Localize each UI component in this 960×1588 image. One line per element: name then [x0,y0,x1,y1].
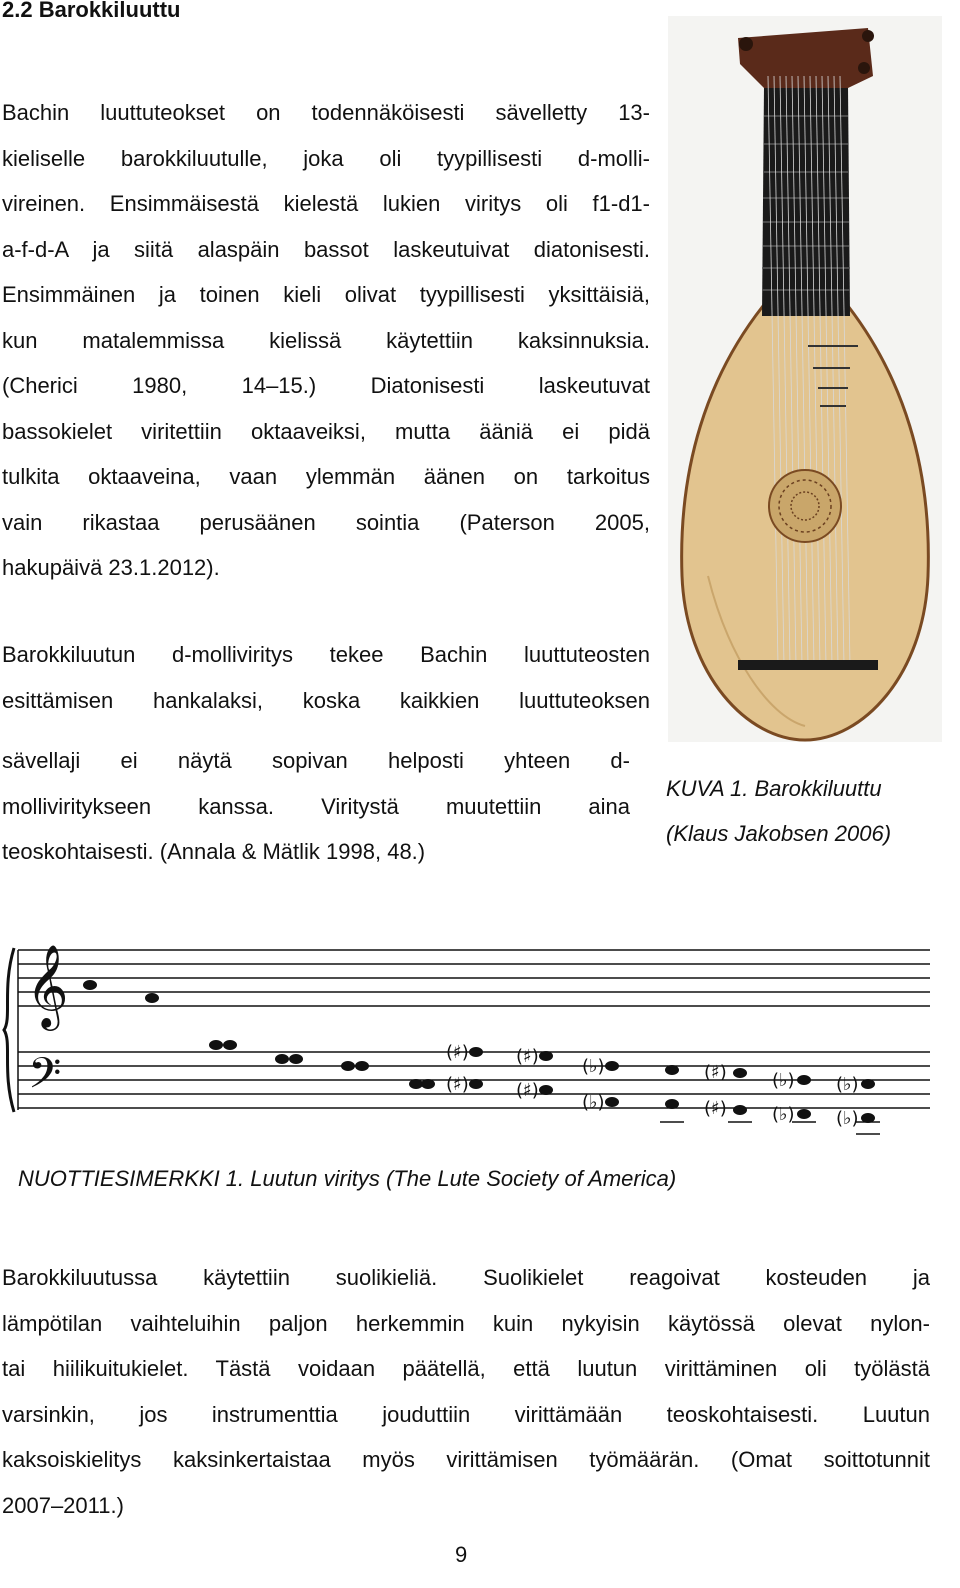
svg-text:(♭): (♭) [582,1092,605,1113]
paragraph-lute-tuning [2,90,650,591]
svg-text:(♯): (♯) [446,1042,469,1063]
svg-text:(♯): (♯) [516,1080,539,1101]
bass-clef-icon: 𝄢 [28,1049,62,1109]
text-line: kun matalemmissa kielissä käytettiin kaksinnuksia. [2,327,650,353]
svg-text:(♭): (♭) [772,1104,795,1125]
paragraph-gut-strings [2,1255,930,1528]
text-line: vain rikastaa perusäänen sointia (Paterson 2005, [2,509,650,535]
text-line: lämpötilan vaihteluihin paljon herkemmin kuin nykyisin käytössä olevat nylon- [2,1310,930,1336]
svg-text:(♭): (♭) [836,1108,859,1129]
paragraph-d-minor-tuning-b [2,738,630,875]
text-line: Barokkiluutun d-molliviritys tekee Bachin luuttuteosten [2,642,650,667]
text-line: 2007–2011.) [2,1492,124,1518]
text-line: Ensimmäinen ja toinen kieli olivat tyypillisesti yksittäisiä, [2,282,650,307]
score-caption: NUOTTIESIMERKKI 1. Luutun viritys (The Lute Society of America) [18,1166,677,1191]
text-line: esittämisen hankalaksi, koska kaikkien luuttuteoksen [2,687,650,713]
svg-text:(♭): (♭) [772,1070,795,1091]
baroque-lute-image [668,16,942,742]
text-line: vireinen. Ensimmäisestä kielestä lukien viritys oli f1-d1- [2,191,650,216]
text-line: Barokkiluutussa käytettiin suolikieliä. Suolikielet reagoivat kosteuden ja [2,1265,930,1290]
text-line: (Cherici 1980, 14–15.) Diatonisesti laskeutuvat [2,373,650,398]
svg-text:(♭): (♭) [836,1074,859,1095]
text-line: a-f-d-A ja siitä alaspäin bassot laskeutuivat diatonisesti. [2,236,650,262]
text-line: kieliselle barokkiluutulle, joka oli tyypillisesti d-molli- [2,145,650,171]
text-line: teoskohtaisesti. (Annala & Mätlik 1998, 48.) [2,839,426,864]
text-line: varsinkin, jos instrumenttia jouduttiin virittämään teoskohtaisesti. Luutun [2,1401,930,1427]
paragraph-d-minor-tuning-a [2,632,650,723]
text-line: kaksoiskielitys kaksinkertaistaa myös virittämisen työmäärän. (Omat soittotunnit [2,1447,930,1472]
figure-caption-line2: (Klaus Jakobsen 2006) [666,821,892,846]
svg-text:(♯): (♯) [704,1098,727,1119]
text-line: tai hiilikuitukielet. Tästä voidaan päätellä, että luutun virittäminen oli työlästä [2,1356,930,1381]
treble-clef-icon: 𝄞 [26,943,69,1027]
text-line: tulkita oktaaveina, vaan ylemmän äänen on tarkoitus [2,464,650,489]
lute-tuning-score [0,918,940,1148]
text-line: hakupäivä 23.1.2012). [2,555,220,580]
text-line: sävellaji ei näytä sopivan helposti yhteen d- [2,748,630,773]
svg-text:(♯): (♯) [446,1074,469,1095]
svg-text:(♯): (♯) [516,1046,539,1067]
figure-caption-line1: KUVA 1. Barokkiluuttu [666,776,882,801]
section-heading: 2.2 Barokkiluuttu [2,0,181,22]
page-number: 9 [455,1542,468,1567]
text-line: molliviritykseen kanssa. Viritystä muutettiin aina [2,793,630,819]
svg-text:(♭): (♭) [582,1056,605,1077]
text-line: bassokielet viritettiin oktaaveiksi, mutta ääniä ei pidä [2,418,650,444]
svg-text:(♯): (♯) [704,1062,727,1083]
text-line: Bachin luuttuteokset on todennäköisesti sävelletty 13- [2,100,650,125]
